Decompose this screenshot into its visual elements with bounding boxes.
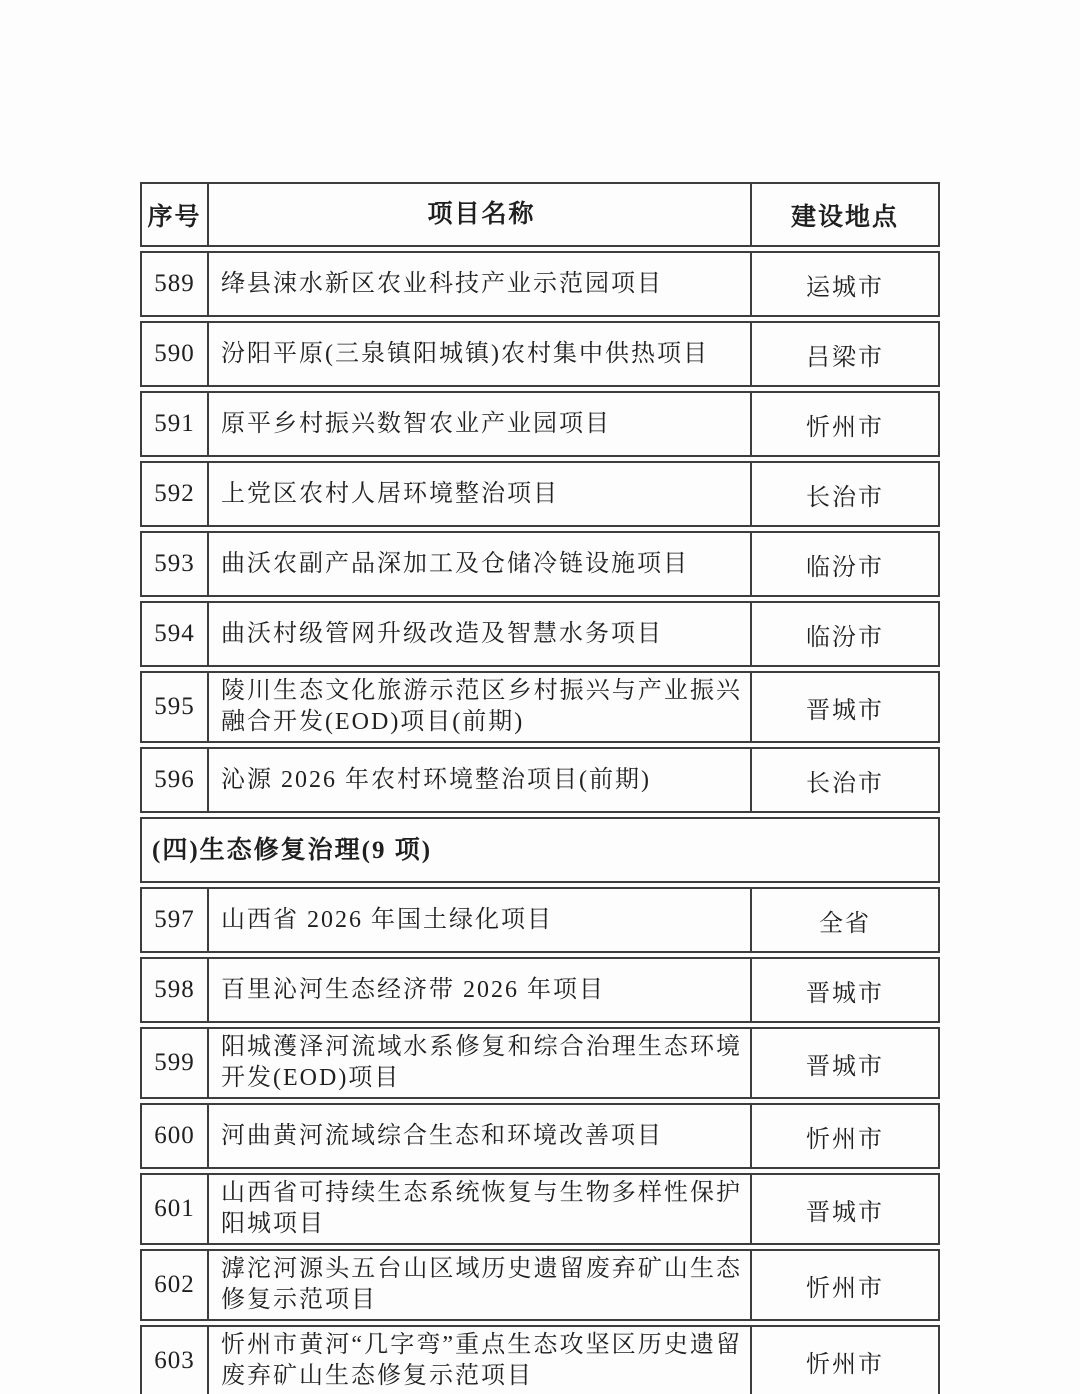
table-row bbox=[140, 887, 940, 953]
section-header-cell bbox=[142, 819, 938, 881]
location-cell bbox=[752, 959, 938, 1021]
table-row bbox=[140, 1027, 940, 1099]
project-name-cell bbox=[207, 749, 752, 811]
row-number-cell bbox=[142, 253, 207, 315]
project-name-cell bbox=[207, 393, 752, 455]
column-header-location-label: 建设地点 bbox=[790, 202, 899, 231]
table-row bbox=[140, 747, 940, 813]
row-number-cell bbox=[142, 959, 207, 1021]
row-number-cell bbox=[142, 889, 207, 951]
project-name: 绛县涑水新区农业科技产业示范园项目 bbox=[221, 270, 663, 297]
row-number-cell bbox=[142, 603, 207, 665]
section-header-label: (四)生态修复治理(9 项) bbox=[152, 836, 433, 864]
location: 全省 bbox=[819, 910, 871, 937]
row-number-cell bbox=[142, 1105, 207, 1167]
location-cell bbox=[752, 603, 938, 665]
project-name-cell bbox=[207, 889, 752, 951]
project-name: 山西省 2026 年国土绿化项目 bbox=[221, 906, 553, 933]
location-cell bbox=[752, 1251, 938, 1319]
project-name: 汾阳平原(三泉镇阳城镇)农村集中供热项目 bbox=[221, 340, 709, 367]
table-row bbox=[140, 321, 940, 387]
table-row bbox=[140, 601, 940, 667]
row-number-cell bbox=[142, 1175, 207, 1243]
column-header-no bbox=[142, 184, 207, 245]
row-number: 599 bbox=[154, 1049, 195, 1076]
project-name: 河曲黄河流域综合生态和环境改善项目 bbox=[221, 1122, 663, 1149]
location: 忻州市 bbox=[806, 414, 884, 441]
location-cell bbox=[752, 253, 938, 315]
location: 临汾市 bbox=[806, 554, 884, 581]
table-row bbox=[140, 957, 940, 1023]
location: 长治市 bbox=[806, 484, 884, 511]
section-header-row bbox=[140, 817, 940, 883]
row-number: 602 bbox=[154, 1271, 195, 1298]
project-name-cell bbox=[207, 1327, 752, 1394]
project-name: 沁源 2026 年农村环境整治项目(前期) bbox=[221, 766, 651, 793]
location-cell bbox=[752, 749, 938, 811]
row-number: 595 bbox=[154, 693, 195, 720]
project-name: 曲沃农副产品深加工及仓储冷链设施项目 bbox=[221, 550, 689, 577]
table-row bbox=[140, 1173, 940, 1245]
row-number: 594 bbox=[154, 620, 195, 647]
location: 晋城市 bbox=[806, 1199, 884, 1226]
location: 忻州市 bbox=[806, 1275, 884, 1302]
table-row bbox=[140, 531, 940, 597]
table-row bbox=[140, 1103, 940, 1169]
project-name: 滹沱河源头五台山区域历史遗留废弃矿山生态修复示范项目 bbox=[221, 1256, 742, 1313]
row-number: 600 bbox=[154, 1122, 195, 1149]
project-name-cell bbox=[207, 673, 752, 741]
row-number: 601 bbox=[154, 1195, 195, 1222]
row-number: 598 bbox=[154, 976, 195, 1003]
location: 晋城市 bbox=[806, 697, 884, 724]
location: 吕梁市 bbox=[806, 344, 884, 371]
project-name: 忻州市黄河“几字弯”重点生态攻坚区历史遗留废弃矿山生态修复示范项目 bbox=[221, 1332, 742, 1389]
project-name-cell bbox=[207, 253, 752, 315]
row-number: 597 bbox=[154, 906, 195, 933]
project-name: 原平乡村振兴数智农业产业园项目 bbox=[221, 410, 611, 437]
project-name-cell bbox=[207, 1251, 752, 1319]
table-row bbox=[140, 1325, 940, 1394]
project-name-cell bbox=[207, 463, 752, 525]
project-name: 百里沁河生态经济带 2026 年项目 bbox=[221, 976, 605, 1003]
row-number-cell bbox=[142, 1029, 207, 1097]
location-cell bbox=[752, 1105, 938, 1167]
location-cell bbox=[752, 889, 938, 951]
project-name-cell bbox=[207, 533, 752, 595]
table-row bbox=[140, 1249, 940, 1321]
row-number: 592 bbox=[154, 480, 195, 507]
row-number: 590 bbox=[154, 340, 195, 367]
row-number: 589 bbox=[154, 270, 195, 297]
project-name: 山西省可持续生态系统恢复与生物多样性保护阳城项目 bbox=[221, 1180, 742, 1237]
project-name-cell bbox=[207, 959, 752, 1021]
location-cell bbox=[752, 463, 938, 525]
column-header-name bbox=[207, 184, 752, 245]
project-name-cell bbox=[207, 323, 752, 385]
row-number-cell bbox=[142, 393, 207, 455]
project-name-cell bbox=[207, 603, 752, 665]
project-name-cell bbox=[207, 1105, 752, 1167]
location-cell bbox=[752, 323, 938, 385]
row-number-cell bbox=[142, 1251, 207, 1319]
row-number-cell bbox=[142, 749, 207, 811]
table-row bbox=[140, 391, 940, 457]
row-number: 593 bbox=[154, 550, 195, 577]
project-name: 阳城濩泽河流域水系修复和综合治理生态环境开发(EOD)项目 bbox=[221, 1034, 742, 1091]
location: 忻州市 bbox=[806, 1351, 884, 1378]
project-name-cell bbox=[207, 1029, 752, 1097]
row-number-cell bbox=[142, 1327, 207, 1394]
column-header-name-label: 项目名称 bbox=[427, 200, 536, 228]
row-number-cell bbox=[142, 323, 207, 385]
column-header-location bbox=[752, 184, 938, 245]
location-cell bbox=[752, 533, 938, 595]
project-name-cell bbox=[207, 1175, 752, 1243]
location: 长治市 bbox=[806, 770, 884, 797]
location: 运城市 bbox=[806, 274, 884, 301]
table-row bbox=[140, 671, 940, 743]
row-number: 591 bbox=[154, 410, 195, 437]
location: 晋城市 bbox=[806, 1053, 884, 1080]
project-name: 上党区农村人居环境整治项目 bbox=[221, 480, 559, 507]
row-number: 603 bbox=[154, 1347, 195, 1374]
location: 临汾市 bbox=[806, 624, 884, 651]
location-cell bbox=[752, 673, 938, 741]
table-header-row bbox=[140, 182, 940, 247]
row-number: 596 bbox=[154, 766, 195, 793]
row-number-cell bbox=[142, 673, 207, 741]
location-cell bbox=[752, 1175, 938, 1243]
location: 晋城市 bbox=[806, 980, 884, 1007]
project-table bbox=[140, 182, 940, 1394]
table-row bbox=[140, 461, 940, 527]
location-cell bbox=[752, 1029, 938, 1097]
table-row bbox=[140, 251, 940, 317]
row-number-cell bbox=[142, 533, 207, 595]
location-cell bbox=[752, 393, 938, 455]
project-name: 曲沃村级管网升级改造及智慧水务项目 bbox=[221, 620, 663, 647]
location-cell bbox=[752, 1327, 938, 1394]
project-name: 陵川生态文化旅游示范区乡村振兴与产业振兴融合开发(EOD)项目(前期) bbox=[221, 678, 742, 735]
column-header-no-label: 序号 bbox=[147, 202, 202, 231]
location: 忻州市 bbox=[806, 1126, 884, 1153]
row-number-cell bbox=[142, 463, 207, 525]
